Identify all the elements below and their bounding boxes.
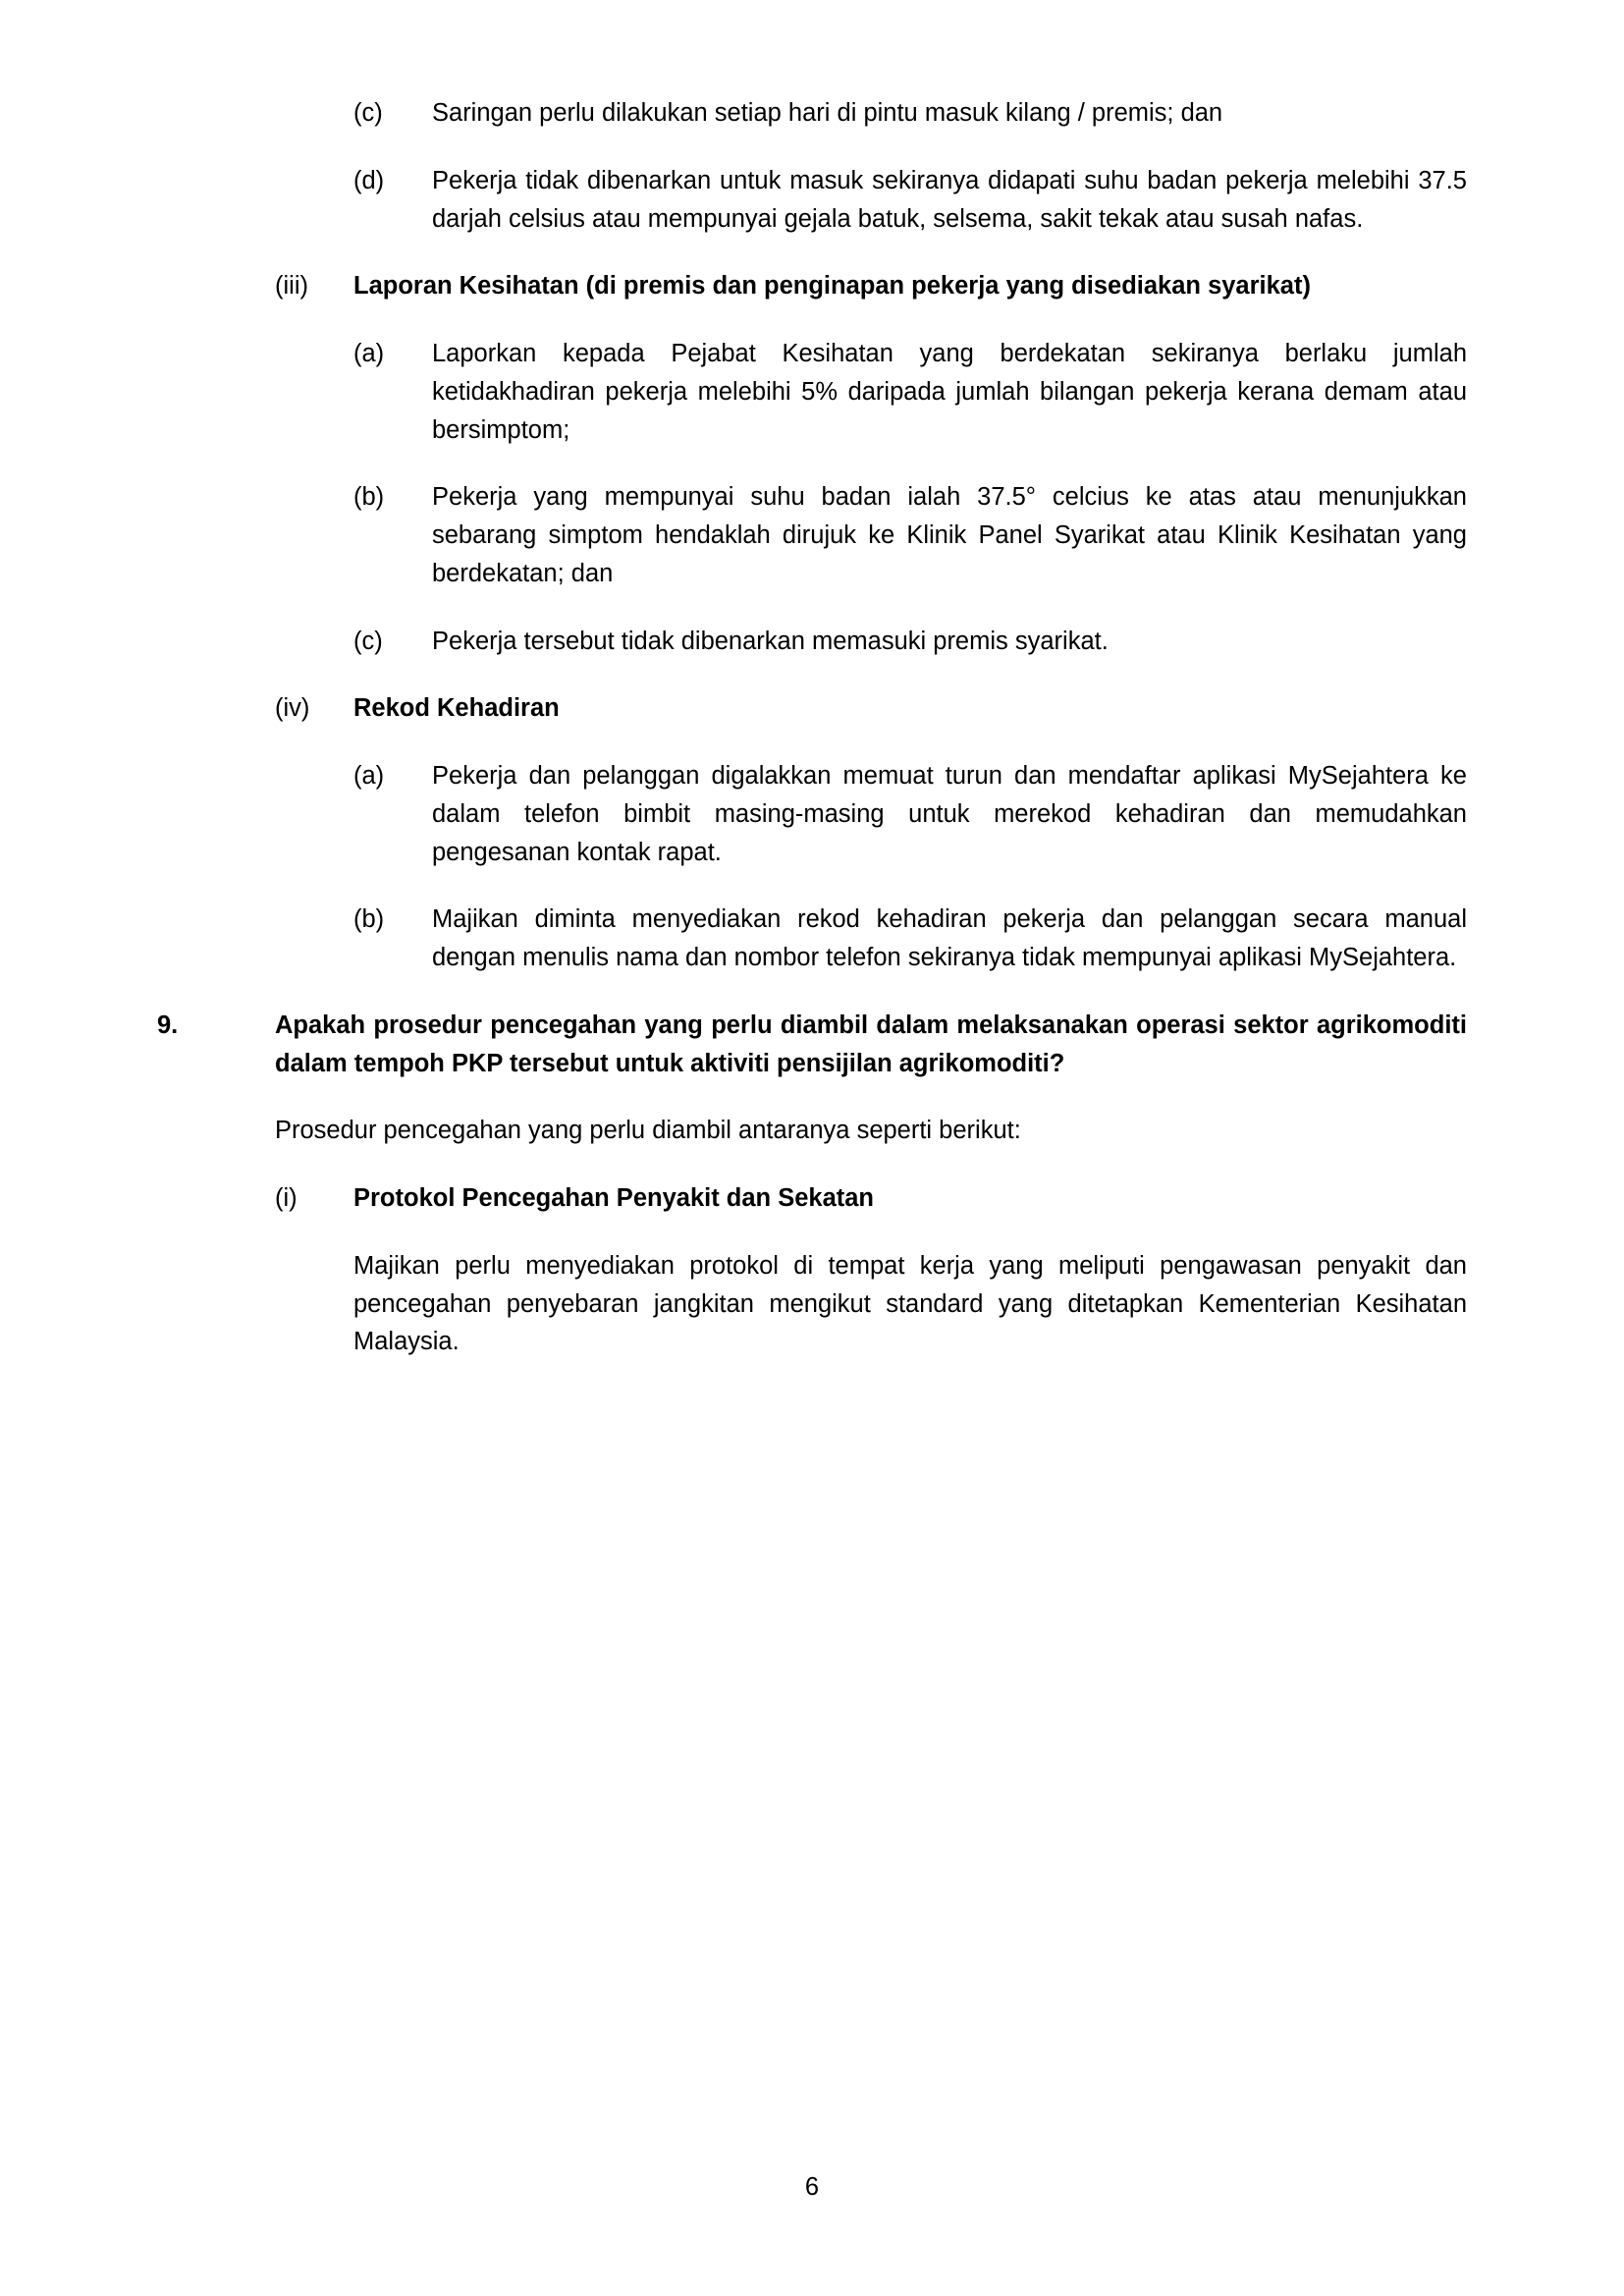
list-item-heading: Rekod Kehadiran <box>353 694 560 723</box>
list-item <box>157 162 1467 239</box>
list-item <box>157 267 1467 305</box>
list-item-text: Pekerja dan pelanggan digalakkan memuat turun dan mendaftar aplikasi MySejahtera ke dalam telefon bimbit masing-masing untuk merekod kehadiran dan memudahkan pengesanan kontak rapat. <box>432 762 1467 866</box>
document-content <box>157 94 1467 1361</box>
list-marker: (i) <box>275 1184 298 1212</box>
list-item <box>157 623 1467 661</box>
list-item <box>157 689 1467 728</box>
body-paragraph-text: Majikan perlu menyediakan protokol di tempat kerja yang meliputi pengawasan penyakit dan pencegahan penyebaran jangkitan mengikut standard yang ditetapkan Kementerian Kesihatan Malaysia. <box>353 1251 1467 1356</box>
list-item-text: Saringan perlu dilakukan setiap hari di pintu masuk kilang / premis; dan <box>432 99 1223 127</box>
body-paragraph <box>157 1247 1467 1361</box>
list-marker: (d) <box>353 166 385 194</box>
list-item-text: Pekerja tidak dibenarkan untuk masuk sekiranya didapati suhu badan pekerja melebihi 37.5 darjah celsius atau mempunyai gejala batuk, selsema, sakit tekak atau susah nafas. <box>432 166 1467 233</box>
numbered-question <box>157 1007 1467 1083</box>
list-item <box>157 1179 1467 1218</box>
list-marker: (b) <box>353 483 385 512</box>
list-item-text: Laporkan kepada Pejabat Kesihatan yang berdekatan sekiranya berlaku jumlah ketidakhadiran pekerja melebihi 5% daripada jumlah bilangan pekerja kerana demam atau bersimptom; <box>432 340 1467 444</box>
page-number: 6 <box>804 2173 820 2201</box>
question-text: Apakah prosedur pencegahan yang perlu diambil dalam melaksanakan operasi sektor agrikomoditi dalam tempoh PKP tersebut untuk aktiviti pensijilan agrikomoditi? <box>275 1011 1467 1077</box>
list-marker: (c) <box>353 627 383 655</box>
list-marker: (a) <box>353 340 385 367</box>
list-item <box>157 94 1467 133</box>
list-marker: (iii) <box>275 272 308 301</box>
list-item-heading: Protokol Pencegahan Penyakit dan Sekatan <box>353 1184 875 1212</box>
question-number: 9. <box>157 1011 179 1039</box>
list-item <box>157 335 1467 449</box>
list-marker: (c) <box>353 99 383 127</box>
list-item-text: Majikan diminta menyediakan rekod kehadiran pekerja dan pelanggan secara manual dengan menulis nama dan nombor telefon sekiranya tidak mempunyai aplikasi MySejahtera. <box>432 905 1467 971</box>
list-marker: (a) <box>353 762 385 790</box>
intro-paragraph <box>157 1112 1467 1150</box>
list-item-text: Pekerja yang mempunyai suhu badan ialah 37.5° celcius ke atas atau menunjukkan sebarang simptom hendaklah dirujuk ke Klinik Panel Syarikat atau Klinik Kesihatan yang berdekatan; dan <box>432 483 1467 587</box>
list-marker: (b) <box>353 905 385 934</box>
list-item <box>157 757 1467 871</box>
list-marker: (iv) <box>275 694 310 723</box>
list-item <box>157 901 1467 977</box>
intro-paragraph-text: Prosedur pencegahan yang perlu diambil antaranya seperti berikut: <box>275 1117 1021 1145</box>
list-item-text: Pekerja tersebut tidak dibenarkan memasuki premis syarikat. <box>432 627 1109 655</box>
list-item-heading: Laporan Kesihatan (di premis dan penginapan pekerja yang disediakan syarikat) <box>353 272 1311 301</box>
list-item <box>157 478 1467 592</box>
